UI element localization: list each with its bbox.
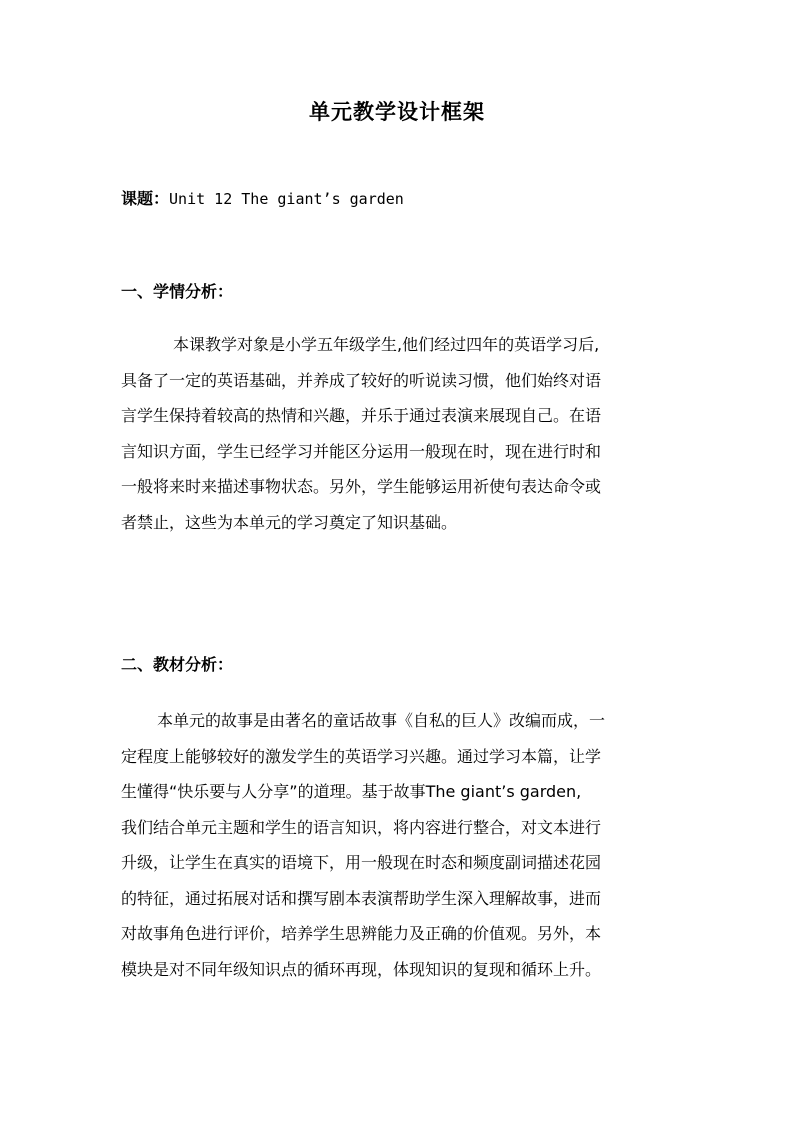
section-heading-learner-analysis: 一、学情分析： bbox=[121, 282, 234, 301]
paragraph-line: 言知识方面，学生已经学习并能区分运用一般现在时，现在进行时和 bbox=[121, 441, 602, 461]
paragraph-line: 对故事角色进行评价，培养学生思辨能力及正确的价值观。另外，本 bbox=[121, 924, 602, 943]
material-analysis-paragraph bbox=[121, 703, 681, 987]
paragraph-line: 升级，让学生在真实的语境下，用一般现在时态和频度副词描述花园 bbox=[121, 853, 602, 872]
paragraph-line: 本课教学对象是小学五年级学生,他们经过四年的英语学习后, bbox=[173, 335, 600, 354]
document-title: 单元教学设计框架 bbox=[309, 100, 485, 124]
paragraph-line: 本单元的故事是由著名的童话故事《自私的巨人》改编而成，一 bbox=[157, 711, 606, 730]
paragraph-line: 生懂得“快乐要与人分享”的道理。基于故事The giant’s garden, bbox=[121, 782, 582, 801]
topic-value: Unit 12 The giant’s garden bbox=[169, 190, 404, 208]
paragraph-line: 一般将来时来描述事物状态。另外，学生能够运用祈使句表达命令或 bbox=[121, 477, 602, 496]
paragraph-line: 我们结合单元主题和学生的语言知识，将内容进行整合，对文本进行 bbox=[121, 817, 602, 837]
topic-label: 课题： bbox=[121, 189, 170, 208]
lesson-topic bbox=[121, 186, 404, 209]
paragraph-line: 者禁止，这些为本单元的学习奠定了知识基础。 bbox=[121, 512, 458, 532]
paragraph-line: 的特征，通过拓展对话和撰写剧本表演帮助学生深入理解故事，进而 bbox=[121, 888, 602, 908]
paragraph-line: 言学生保持着较高的热情和兴趣，并乐于通过表演来展现自己。在语 bbox=[121, 406, 602, 425]
learner-analysis-paragraph bbox=[121, 327, 681, 540]
paragraph-line: 模块是对不同年级知识点的循环再现，体现知识的复现和循环上升。 bbox=[121, 959, 602, 979]
paragraph-line: 定程度上能够较好的激发学生的英语学习兴趣。通过学习本篇，让学 bbox=[121, 746, 602, 766]
paragraph-line: 具备了一定的英语基础，并养成了较好的听说读习惯，他们始终对语 bbox=[121, 370, 602, 390]
section-heading-material-analysis: 二、教材分析： bbox=[121, 655, 234, 674]
